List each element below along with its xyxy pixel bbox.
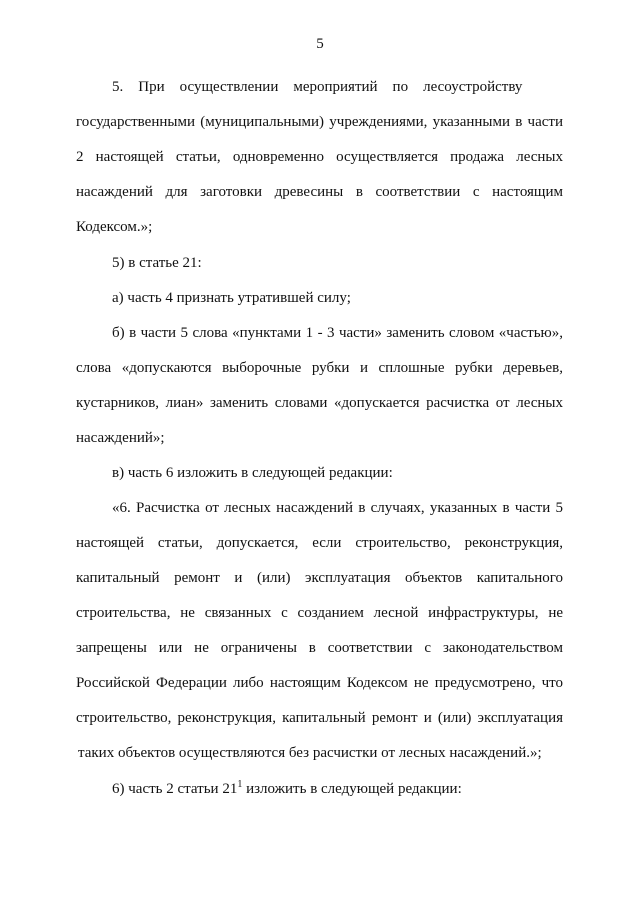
item-5-heading: 5) в статье 21: [112,255,202,271]
page-number: 5 [316,36,324,52]
paragraph-5-line-4: насаждений для заготовки древесины в соответствии с настоящим [76,184,563,200]
item-6-text-start: 6) часть 2 статьи 21 [112,781,238,797]
part-6-line-5: запрещены или не ограничены в соответствии с законодательством [76,640,563,656]
item-5v: в) часть 6 изложить в следующей редакции: [112,465,393,481]
article-superscript: 1 [237,779,243,790]
part-6-line-3: капитальный ремонт и (или) эксплуатация объектов капитального [76,570,563,586]
item-5a: а) часть 4 признать утратившей силу; [112,290,351,306]
item-5b-line-2: слова «допускаются выборочные рубки и сплошные рубки деревьев, [76,360,563,376]
item-5b-line-3: кустарников, лиан» заменить словами «допускается расчистка от лесных [76,395,563,411]
part-6-line-1: «6. Расчистка от лесных насаждений в случаях, указанных в части 5 [112,500,563,516]
paragraph-5-line-3: 2 настоящей статьи, одновременно осуществляется продажа лесных [76,149,563,165]
item-5b-line-1: б) в части 5 слова «пунктами 1 - 3 части» заменить словом «частью», [112,325,563,341]
part-6-line-2: настоящей статьи, допускается, если строительство, реконструкция, [76,535,563,551]
part-6-line-6: Российской Федерации либо настоящим Кодексом не предусмотрено, что [76,675,563,691]
part-6-line-4: строительства, не связанных с созданием лесной инфраструктуры, не [76,605,563,621]
item-5b-line-4: насаждений»; [76,430,165,446]
item-6-text-end: изложить в следующей редакции: [242,781,462,797]
paragraph-5-line-2: государственными (муниципальными) учреждениями, указанными в части [76,114,563,130]
paragraph-5-line-5: Кодексом.»; [76,219,153,235]
paragraph-5-line-1: 5. При осуществлении мероприятий по лесоустройству [112,79,523,95]
item-6-heading [112,779,563,799]
part-6-line-8: таких объектов осуществляются без расчистки от лесных насаждений.»; [78,745,542,761]
part-6-line-7: строительство, реконструкция, капитальный ремонт и (или) эксплуатация [76,710,563,726]
